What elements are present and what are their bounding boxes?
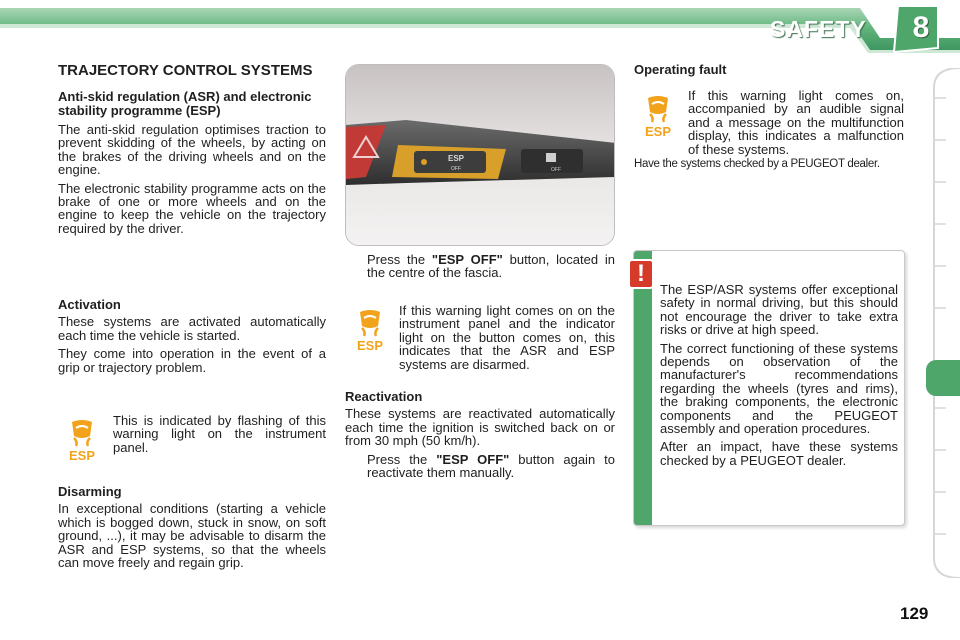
paragraph: In exceptional conditions (starting a vehicle which is bogged down, stuck in snow, on soft ground, ...), it may be advisable to disarm the ASR and ESP systems, so that the wheels can move freely and regain grip.: [58, 501, 326, 571]
paragraph: The anti-skid regulation optimises traction to prevent skidding of the wheels, by acting on the brakes of the driving wheels and on the engine.: [58, 122, 326, 178]
esp-off-button-ref: "ESP OFF": [431, 252, 503, 267]
operating-fault-heading-wrap: [634, 63, 904, 80]
paragraph: They come into operation in the event of a grip or trajectory problem.: [58, 346, 326, 375]
esp-off-button-ref: "ESP OFF": [436, 451, 510, 467]
paragraph: If this warning light comes on on the instrument panel and the indicator light on the button comes on, this indicates that the ASR and ESP systems are disarmed.: [399, 303, 615, 372]
fault-icon-note: [688, 89, 904, 161]
bullet-arrow-icon: [345, 453, 367, 480]
fascia-photo: [345, 64, 615, 246]
operating-fault-heading: Operating fault: [634, 62, 727, 77]
paragraph: These systems are activated automatically each time the vehicle is started.: [58, 314, 326, 343]
chapter-side-tabs: [926, 68, 960, 578]
reactivation-section: [345, 390, 615, 479]
disarmed-icon-note: [399, 304, 615, 376]
chapter-number: 8: [912, 11, 930, 44]
paragraph: If this warning light comes on, accompanied by an audible signal and a message on the multifunction display, this indicates a malfunction of these systems.: [688, 88, 904, 157]
photo-esp-off-label: OFF: [451, 166, 461, 172]
warning-strip: [634, 251, 652, 525]
paragraph: After an impact, have these systems checked by a PEUGEOT dealer.: [660, 439, 898, 468]
active-chapter-tab[interactable]: [926, 360, 960, 396]
esp-icon-label: ESP: [68, 448, 96, 462]
press-instruction: [345, 253, 615, 280]
esp-warning-icon: [352, 308, 388, 352]
activation-icon-note: [113, 414, 326, 459]
paragraph: These systems are reactivated automatically each time the ignition is switched back on or from 30 mph (50 km/h).: [345, 406, 615, 449]
page-header: [0, 0, 960, 58]
page-title: SAFETY: [770, 16, 867, 42]
esp-warning-icon: [640, 94, 676, 138]
warning-exclamation-icon: !: [628, 259, 654, 289]
warning-panel: [633, 250, 905, 526]
bullet-item: Press the "ESP OFF" button, located in the centre of the fascia.: [345, 253, 615, 280]
esp-icon-label: ESP: [356, 338, 384, 352]
reactivation-heading: Reactivation: [345, 389, 423, 404]
paragraph: The correct functioning of these systems depends on observation of the manufacturer's recommendations regarding the wheels (tyres and rims), the braking components, the electronic components and the PEUGEOT assembly and operation procedures.: [660, 340, 898, 437]
section-subtitle: Anti-skid regulation (ASR) and electronic stability programme (ESP): [58, 89, 312, 118]
bullet-arrow-icon: [345, 253, 367, 280]
bullet-item: Press the "ESP OFF" button again to reactivate them manually.: [345, 453, 615, 480]
photo-park-off-label: OFF: [551, 167, 561, 173]
fault-dealer-note: [634, 158, 906, 175]
paragraph: This is indicated by flashing of this warning light on the instrument panel.: [113, 413, 326, 455]
left-column: [58, 63, 326, 240]
activation-heading: Activation: [58, 297, 121, 312]
paragraph: Have the systems checked by a PEUGEOT dealer.: [634, 158, 880, 170]
disarming-heading: Disarming: [58, 484, 122, 499]
page-number: 129: [900, 604, 929, 623]
activation-section: [58, 298, 326, 379]
paragraph: The electronic stability programme acts on the brake of one or more wheels and on the engine to keep the vehicle on the trajectory required by the driver.: [58, 180, 326, 236]
esp-icon-label: ESP: [644, 124, 672, 138]
disarming-section: [58, 485, 326, 574]
warning-text: [660, 283, 898, 472]
section-title: TRAJECTORY CONTROL SYSTEMS: [58, 62, 313, 79]
paragraph: The ESP/ASR systems offer exceptional safety in normal driving, but this should not encourage the driver to take extra risks or drive at high speed.: [660, 282, 898, 338]
photo-esp-label: ESP: [447, 154, 465, 163]
esp-warning-icon: [64, 418, 100, 462]
